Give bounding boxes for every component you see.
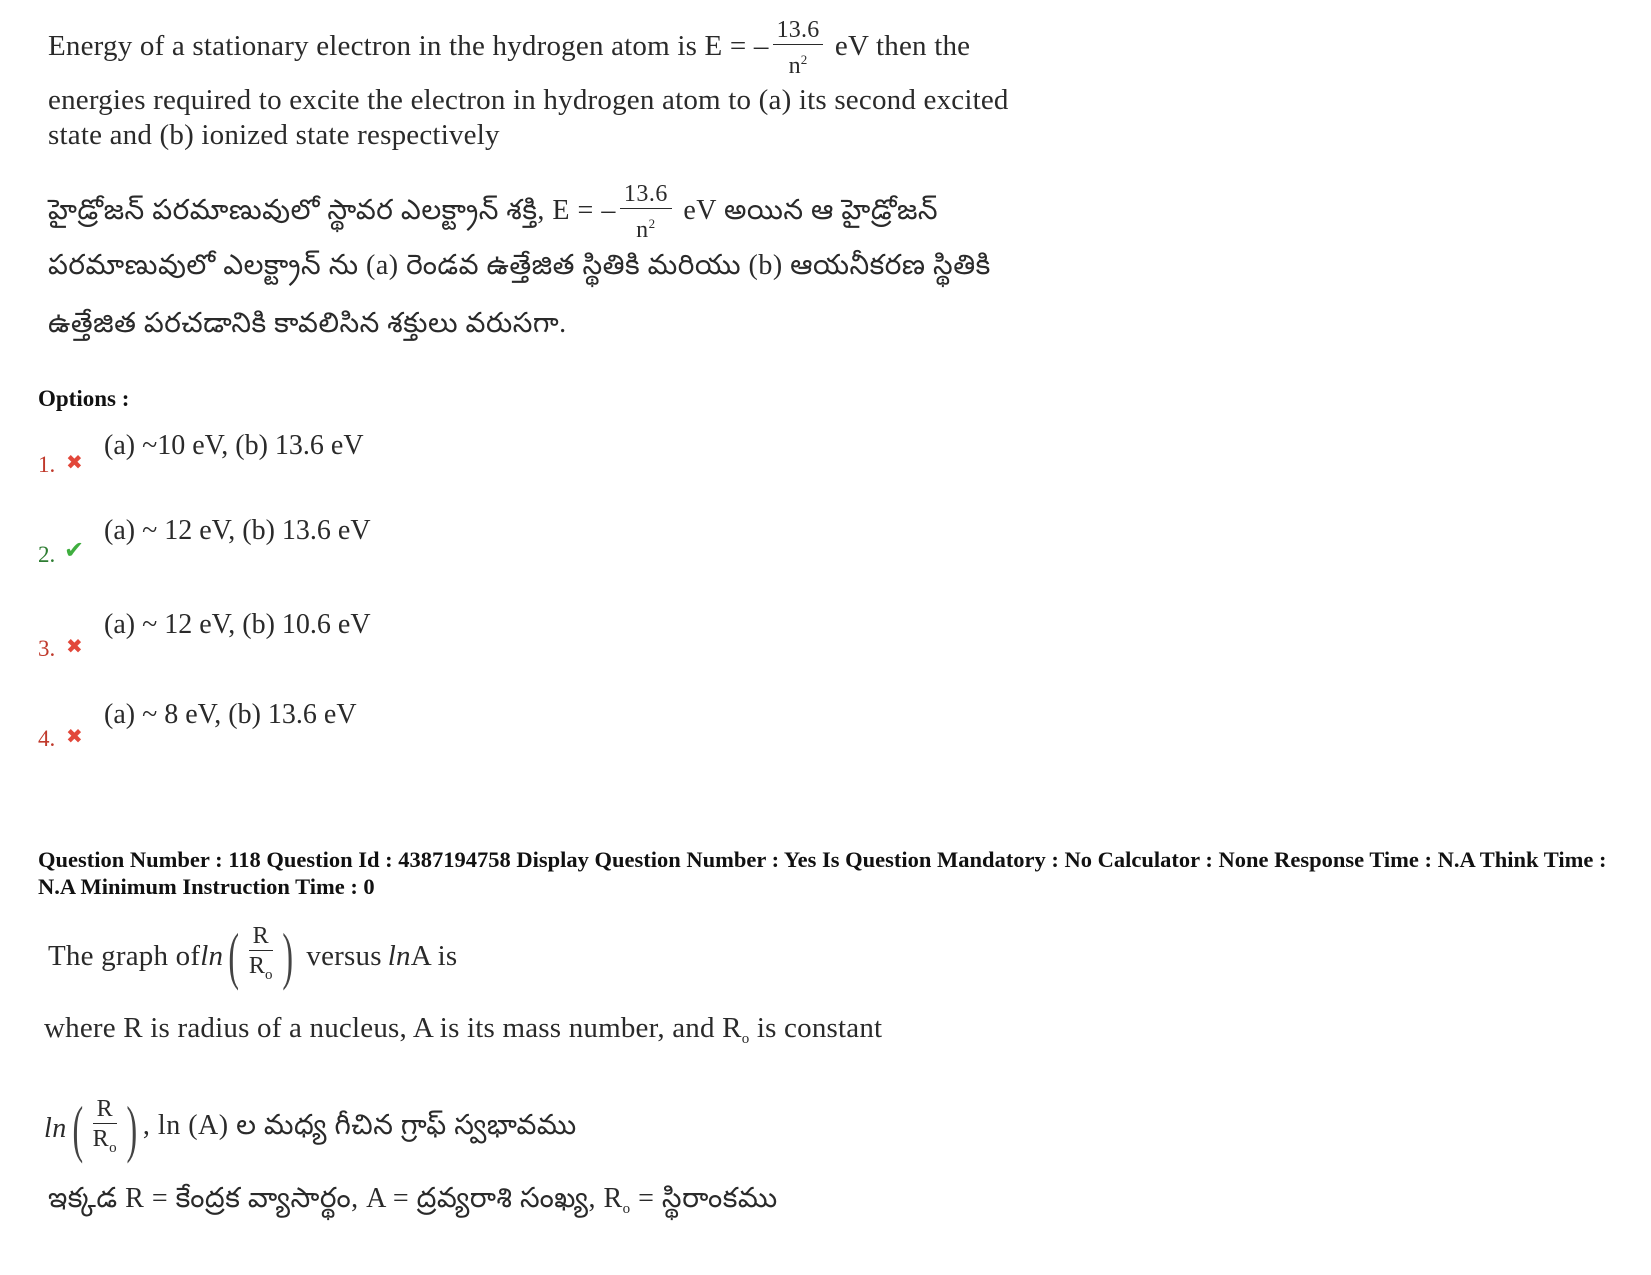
question-meta: Question Number : 118 Question Id : 4387194758 Display Question Number : Yes Is Question Mandatory : No Calculator : None Response Time : N.A Think Time : N.A Minimum Instruction Time : 0 <box>38 847 1607 899</box>
q2-frac-den <box>249 951 273 990</box>
left-paren: ( <box>72 1093 84 1164</box>
q2-te-frac-den <box>93 1124 118 1163</box>
q1-te-line3: ఉత్తేజిత పరచడానికి కావలిసిన శక్తులు వరుసగా. <box>48 308 567 339</box>
q1-te-frac-exp: 2 <box>648 216 656 231</box>
q2-line2 <box>44 1012 882 1048</box>
q1-te-line1-text: హైడ్రోజన్ పరమాణువులో స్థావర ఎలక్ట్రాన్ శక్తి, E = – <box>48 194 616 226</box>
q1-te-frac-den <box>636 209 656 245</box>
q2-line1-text: The graph of <box>48 939 201 972</box>
q1-line2: energies required to excite the electron in hydrogen atom to (a) its second excited <box>48 84 1009 116</box>
q2-te-frac-den-sub: o <box>109 1140 118 1156</box>
q2-line2-text: where R is radius of a nucleus, A is its mass number, and R <box>44 1012 742 1044</box>
q1-te-line1 <box>48 180 938 245</box>
right-paren: ) <box>282 920 294 991</box>
q2-frac-den-base: R <box>248 953 266 979</box>
option-3[interactable] <box>38 604 638 664</box>
q1-frac-exp: 2 <box>800 52 808 67</box>
q1-frac-den-base: n <box>788 53 801 79</box>
q2-te-fraction <box>93 1095 118 1163</box>
q2-ln2: ln <box>387 939 411 972</box>
q1-te-frac-num: 13.6 <box>620 180 672 209</box>
q1-line1-text: Energy of a stationary electron in the hydrogen atom is E = – <box>48 30 769 63</box>
q2-te-paren-fraction <box>67 1095 143 1163</box>
option-text: (a) ~ 12 eV, (b) 13.6 eV <box>104 515 371 546</box>
option-4[interactable] <box>38 694 638 754</box>
right-paren: ) <box>126 1093 138 1164</box>
option-text: (a) ~ 12 eV, (b) 10.6 eV <box>104 609 371 640</box>
q2-te-frac-den-base: R <box>92 1126 110 1152</box>
q2-te-line1-after: , ln (A) ల మధ్య గీచిన గ్రాఫ్ స్వభావము <box>142 1110 577 1141</box>
wrong-icon: ✖ <box>66 450 83 474</box>
q2-fraction <box>249 922 273 990</box>
q2-te-line2 <box>48 1183 778 1221</box>
q2-te-line1 <box>44 1095 577 1163</box>
q2-line2-end: is constant <box>749 1012 883 1044</box>
q2-te-line2-end: = స్థిరాంకము <box>630 1183 778 1214</box>
option-text: (a) ~ 8 eV, (b) 13.6 eV <box>104 699 357 730</box>
wrong-icon: ✖ <box>66 634 83 658</box>
wrong-icon: ✖ <box>66 724 83 748</box>
q1-fraction <box>773 16 824 81</box>
left-paren: ( <box>228 920 240 991</box>
q2-line1 <box>48 922 457 990</box>
check-icon: ✔ <box>64 536 85 564</box>
option-number: 1. <box>38 452 56 477</box>
option-1[interactable] <box>38 420 638 480</box>
q2-te-frac-num: R <box>93 1095 118 1124</box>
q2-frac-num: R <box>249 922 273 951</box>
option-number: 3. <box>38 636 56 661</box>
q2-te-ln: ln <box>44 1113 67 1144</box>
option-number: 4. <box>38 726 56 751</box>
q2-te-line2-text: ఇక్కడ R = కేంద్రక వ్యాసార్థం, A = ద్రవ్యరాశి సంఖ్య, R <box>48 1183 623 1214</box>
q1-line1 <box>48 16 970 81</box>
q1-line3: state and (b) ionized state respectively <box>48 119 500 151</box>
q2-line1-end: A is <box>410 939 458 972</box>
q2-line1-after: versus <box>306 939 382 972</box>
q2-te-line2-sub: o <box>622 1201 631 1217</box>
option-2[interactable] <box>38 510 638 570</box>
q2-frac-den-sub: o <box>265 967 273 983</box>
q1-frac-den <box>789 45 808 81</box>
q1-te-line1-after: eV అయిన ఆ హైడ్రోజన్ <box>683 194 939 226</box>
q2-ln: ln <box>200 939 224 972</box>
q1-line1-after: eV then the <box>834 30 971 63</box>
options-label: Options : <box>38 386 130 411</box>
option-number: 2. <box>38 542 56 567</box>
option-text: (a) ~10 eV, (b) 13.6 eV <box>104 430 364 461</box>
q2-line2-sub: o <box>741 1031 750 1047</box>
q1-te-frac-den-base: n <box>636 217 649 243</box>
q2-paren-fraction <box>223 922 298 990</box>
q1-te-fraction <box>620 180 672 245</box>
q1-te-line2: పరమాణువులో ఎలక్ట్రాన్ ను (a) రెండవ ఉత్తేజిత స్థితికి మరియు (b) ఆయనీకరణ స్థితికి <box>48 250 991 281</box>
q1-frac-num: 13.6 <box>773 16 824 45</box>
